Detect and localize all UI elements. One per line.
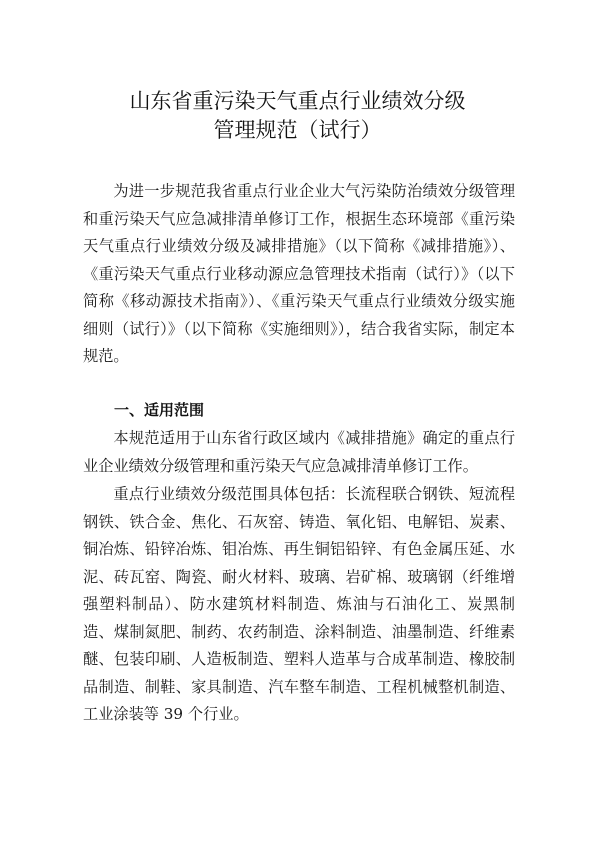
- scope-paragraph-2: 重点行业绩效分级范围具体包括：长流程联合钢铁、短流程钢铁、铁合金、焦化、石灰窑、铸造、氧化铝、电解铝、炭素、铜冶炼、铅锌冶炼、钼冶炼、再生铜铝铅锌、有色金属压延、水泥、砖瓦窑、陶瓷、耐火材料、玻璃、岩矿棉、玻璃钢（纤维增强塑料制品）、防水建筑材料制造、炼油与石油化工、炭黑制造、煤制氮肥、制药、农药制造、涂料制造、油墨制造、纤维素醚、包装印刷、人造板制造、塑料人造革与合成革制造、橡胶制品制造、制鞋、家具制造、汽车整车制造、工程机械整机制造、工业涂装等 39 个行业。: [83, 485, 515, 723]
- scope-paragraph-1: 本规范适用于山东省行政区域内《减排措施》确定的重点行业企业绩效分级管理和重污染天气应急减排清单修订工作。: [83, 429, 515, 475]
- document-title-line2: 管理规范（试行）: [213, 118, 382, 142]
- document-title-line1: 山东省重污染天气重点行业绩效分级: [129, 89, 466, 113]
- intro-paragraph: 为进一步规范我省重点行业企业大气污染防治绩效分级管理和重污染天气应急减排清单修订工作，根据生态环境部《重污染天气重点行业绩效分级及减排措施》（以下简称《减排措施》）、《重污染天气重点行业移动源应急管理技术指南（试行）》（以下简称《移动源技术指南》）、《重污染天气重点行业绩效分级实施细则（试行）》（以下简称《实施细则》），结合我省实际，制定本规范。: [83, 182, 515, 365]
- section-heading-scope: 一、适用范围: [114, 401, 205, 419]
